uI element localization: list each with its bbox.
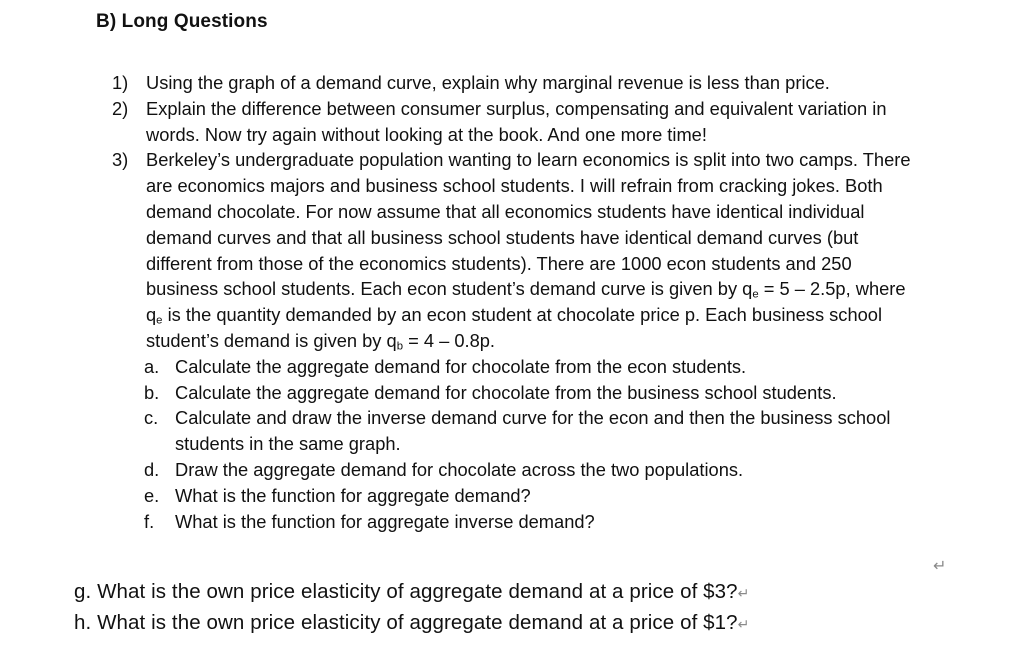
question-h-text: h. What is the own price elasticity of aggregate demand at a price of $1? bbox=[74, 611, 738, 634]
sub-question-text: Calculate and draw the inverse demand curve for the econ and then the business school students in the same graph. bbox=[175, 407, 891, 455]
question-g-text: g. What is the own price elasticity of aggregate demand at a price of $3? bbox=[74, 580, 738, 603]
section-heading: B) Long Questions bbox=[96, 11, 268, 32]
question-list bbox=[112, 70, 912, 534]
sub-question-text: What is the function for aggregate demand? bbox=[175, 484, 531, 506]
sub-question-c bbox=[144, 405, 912, 457]
sub-question-a bbox=[144, 354, 912, 380]
question-g bbox=[74, 580, 750, 604]
sub-question-letter: e. bbox=[144, 484, 160, 506]
question-item-3 bbox=[112, 147, 912, 353]
sub-question-letter: f. bbox=[144, 510, 155, 532]
sub-question-text: Calculate the aggregate demand for chocolate from the econ students. bbox=[175, 355, 747, 377]
question-h bbox=[74, 611, 750, 635]
question-item-2 bbox=[112, 96, 912, 148]
subscript-b: b bbox=[396, 340, 403, 353]
sub-question-f bbox=[144, 509, 912, 535]
sub-question-letter: c. bbox=[144, 407, 159, 429]
subscript-e: e bbox=[156, 314, 163, 327]
sub-question-d bbox=[144, 457, 912, 483]
sub-question-list bbox=[144, 354, 912, 535]
paragraph-return-icon: ↵ bbox=[933, 558, 947, 575]
sub-question-text: Draw the aggregate demand for chocolate across the two populations. bbox=[175, 458, 744, 480]
question-text: Using the graph of a demand curve, explain why marginal revenue is less than price. bbox=[146, 72, 830, 93]
paragraph-return-icon: ↵ bbox=[737, 616, 750, 632]
subscript-e: e bbox=[752, 288, 759, 301]
question-number: 1) bbox=[112, 72, 129, 93]
question-number: 2) bbox=[112, 97, 129, 119]
sub-question-text: What is the function for aggregate inverse demand? bbox=[175, 510, 595, 532]
question-item-1 bbox=[112, 70, 912, 96]
sub-question-letter: d. bbox=[144, 458, 160, 480]
sub-question-text: Calculate the aggregate demand for chocolate from the business school students. bbox=[175, 381, 837, 403]
question-number: 3) bbox=[112, 149, 129, 171]
sub-question-letter: b. bbox=[144, 381, 160, 403]
sub-question-b bbox=[144, 380, 912, 406]
question-text: Explain the difference between consumer surplus, compensating and equivalent variation in words. Now try again without looking at the book. And one more time! bbox=[146, 97, 887, 145]
paragraph-return-icon: ↵ bbox=[737, 585, 750, 601]
sub-question-letter: a. bbox=[144, 355, 160, 377]
question-text: Berkeley’s undergraduate population wanting to learn economics is split into two camps. There are economics majors and business school students. I will refrain from cracking jokes. Both demand chocolate. For now assume that all economics students have identical individual demand curves and that all business school students have identical demand curves (but different from those of the economics students). There are 1000 econ students and 250 business school students. Each econ student’s demand curve is given by $q_e = 5 - 2.5p$, where $q_e$ is the quantity demanded by an econ student at chocolate price p. Each business school student’s demand is given by $q_b = 4 - 0.8p$. bbox=[146, 149, 911, 353]
sub-question-e bbox=[144, 483, 912, 509]
